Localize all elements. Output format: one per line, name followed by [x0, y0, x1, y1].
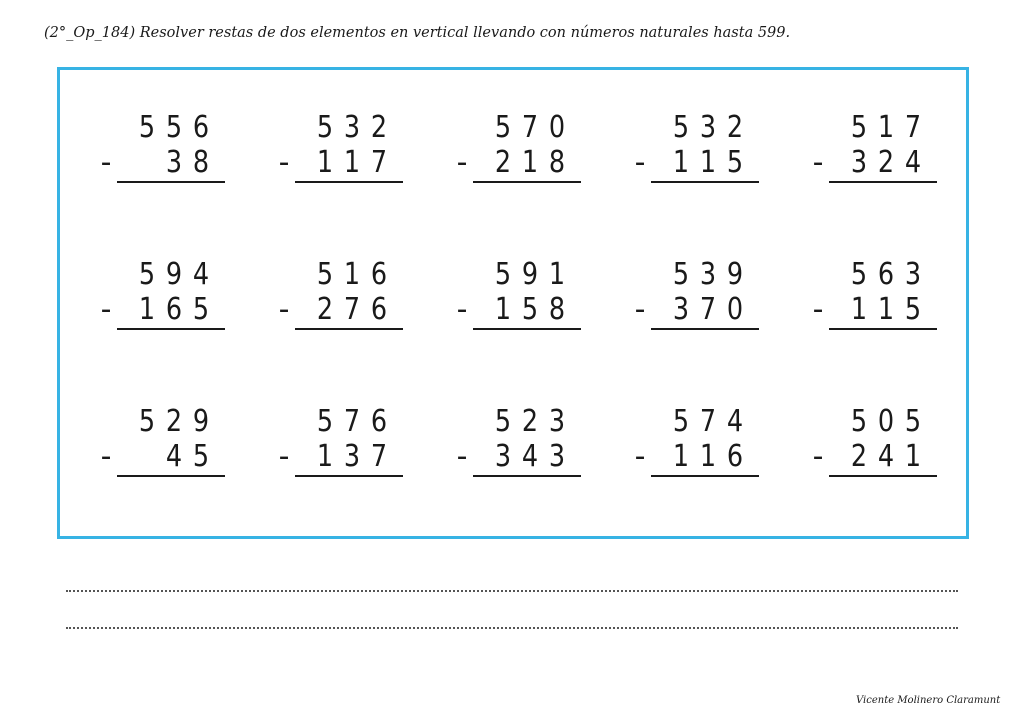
subtrahend-digit: 4: [165, 439, 183, 474]
minuend-digit: 9: [165, 257, 183, 292]
minuend-digit: 6: [370, 404, 388, 439]
subtrahend-digit: 3: [850, 145, 868, 180]
minuend-digit: 0: [877, 404, 895, 439]
minus-sign: -: [278, 145, 290, 180]
subtrahend-digit: 1: [521, 145, 539, 180]
minuend: [100, 402, 235, 442]
subtrahend-digit: 3: [165, 145, 183, 180]
subtrahend-digit: 1: [877, 292, 895, 327]
subtraction-exercise: [812, 402, 990, 549]
subtrahend-digit: 1: [699, 439, 717, 474]
minuend: [456, 255, 591, 295]
subtrahend-digit: 5: [192, 292, 210, 327]
minus-sign: -: [634, 145, 646, 180]
minuend: [456, 108, 591, 148]
subtrahend-digit: 2: [494, 145, 512, 180]
subtrahend-digit: 3: [494, 439, 512, 474]
minuend-digit: 5: [138, 404, 156, 439]
subtraction-exercise: [456, 402, 634, 549]
minuend-digit: 5: [904, 404, 922, 439]
subtrahend-digit: 2: [877, 145, 895, 180]
minuend: [634, 108, 769, 148]
minuend-digit: 5: [138, 257, 156, 292]
subtrahend-digit: 3: [343, 439, 361, 474]
subtrahend-digit: 4: [877, 439, 895, 474]
subtrahend-digit: 4: [521, 439, 539, 474]
subtraction-exercise: [812, 108, 990, 255]
subtraction-exercise: [100, 402, 278, 549]
subtrahend-digit: 7: [699, 292, 717, 327]
minuend: [634, 402, 769, 442]
subtrahend: [473, 143, 581, 183]
subtraction-exercise: [634, 255, 812, 402]
minuend-digit: 6: [877, 257, 895, 292]
minuend: [100, 255, 235, 295]
minuend-digit: 5: [316, 110, 334, 145]
minuend-digit: 3: [904, 257, 922, 292]
minus-sign: -: [456, 439, 468, 474]
subtrahend-digit: 1: [316, 439, 334, 474]
subtrahend: [295, 143, 403, 183]
subtrahend: [829, 437, 937, 477]
minuend: [278, 402, 413, 442]
subtrahend: [117, 437, 225, 477]
subtraction-exercise: [456, 255, 634, 402]
minus-sign: -: [278, 439, 290, 474]
subtrahend-digit: 1: [904, 439, 922, 474]
subtrahend: [473, 290, 581, 330]
minuend-digit: 3: [548, 404, 566, 439]
subtrahend-digit: 3: [548, 439, 566, 474]
minuend-digit: 1: [548, 257, 566, 292]
answer-line-1[interactable]: [66, 590, 958, 592]
minus-sign: -: [456, 145, 468, 180]
minuend-digit: 2: [521, 404, 539, 439]
subtrahend-digit: 5: [192, 439, 210, 474]
subtrahend-digit: 7: [370, 145, 388, 180]
minuend-digit: 9: [521, 257, 539, 292]
minuend-digit: 1: [877, 110, 895, 145]
subtrahend: [829, 290, 937, 330]
subtrahend-digit: 1: [138, 292, 156, 327]
subtrahend: [117, 143, 225, 183]
minuend-digit: 5: [672, 257, 690, 292]
minuend-digit: 5: [316, 257, 334, 292]
minus-sign: -: [100, 439, 112, 474]
subtrahend-digit: 8: [548, 145, 566, 180]
minuend-digit: 7: [521, 110, 539, 145]
subtrahend-digit: 1: [672, 439, 690, 474]
subtraction-exercise: [278, 402, 456, 549]
subtrahend: [651, 437, 759, 477]
subtrahend-digit: 6: [370, 292, 388, 327]
subtrahend-digit: 1: [672, 145, 690, 180]
author-credit: Vicente Molinero Claramunt: [856, 695, 1001, 706]
minuend-digit: 3: [699, 257, 717, 292]
subtrahend-digit: 0: [726, 292, 744, 327]
minuend-digit: 5: [494, 257, 512, 292]
subtrahend-digit: 8: [192, 145, 210, 180]
minus-sign: -: [812, 292, 824, 327]
minuend-digit: 6: [192, 110, 210, 145]
worksheet-title: (2°_Op_184) Resolver restas de dos elementos en vertical llevando con números naturales hasta 599.: [44, 25, 791, 41]
minuend-digit: 5: [850, 257, 868, 292]
minuend-digit: 5: [494, 110, 512, 145]
minuend-digit: 5: [672, 110, 690, 145]
answer-line-2[interactable]: [66, 627, 958, 629]
subtrahend: [295, 437, 403, 477]
subtrahend-digit: 7: [343, 292, 361, 327]
minuend-digit: 7: [343, 404, 361, 439]
minuend: [812, 108, 947, 148]
subtrahend: [651, 143, 759, 183]
minus-sign: -: [456, 292, 468, 327]
subtrahend: [295, 290, 403, 330]
subtrahend-digit: 2: [316, 292, 334, 327]
minuend-digit: 9: [726, 257, 744, 292]
minuend-digit: 7: [699, 404, 717, 439]
minus-sign: -: [634, 292, 646, 327]
minuend-digit: 0: [548, 110, 566, 145]
subtraction-exercise: [278, 108, 456, 255]
subtraction-exercise: [278, 255, 456, 402]
exercise-grid: [100, 108, 990, 549]
subtrahend-digit: 8: [548, 292, 566, 327]
minuend-digit: 5: [672, 404, 690, 439]
minus-sign: -: [278, 292, 290, 327]
subtrahend-digit: 5: [521, 292, 539, 327]
subtrahend-digit: 6: [726, 439, 744, 474]
subtrahend-digit: 2: [850, 439, 868, 474]
minuend-digit: 2: [165, 404, 183, 439]
minus-sign: -: [100, 292, 112, 327]
minus-sign: -: [812, 439, 824, 474]
minuend: [278, 255, 413, 295]
minuend-digit: 5: [165, 110, 183, 145]
minuend: [812, 255, 947, 295]
subtrahend-digit: 1: [316, 145, 334, 180]
subtrahend-digit: 5: [904, 292, 922, 327]
subtrahend-digit: 1: [494, 292, 512, 327]
subtrahend-digit: 6: [165, 292, 183, 327]
minuend-digit: 4: [192, 257, 210, 292]
minuend-digit: 5: [850, 404, 868, 439]
exercise-frame: [57, 67, 969, 539]
minuend-digit: 9: [192, 404, 210, 439]
subtraction-exercise: [456, 108, 634, 255]
subtrahend-digit: 7: [370, 439, 388, 474]
subtrahend: [829, 143, 937, 183]
subtraction-exercise: [634, 402, 812, 549]
subtrahend-digit: 1: [850, 292, 868, 327]
minuend: [456, 402, 591, 442]
minuend-digit: 5: [494, 404, 512, 439]
minuend: [100, 108, 235, 148]
subtrahend: [117, 290, 225, 330]
minus-sign: -: [812, 145, 824, 180]
minus-sign: -: [100, 145, 112, 180]
subtraction-exercise: [100, 255, 278, 402]
subtrahend-digit: 3: [672, 292, 690, 327]
subtrahend-digit: 4: [904, 145, 922, 180]
minuend-digit: 1: [343, 257, 361, 292]
minuend-digit: 2: [370, 110, 388, 145]
subtrahend-digit: 1: [699, 145, 717, 180]
minuend-digit: 5: [138, 110, 156, 145]
minuend-digit: 2: [726, 110, 744, 145]
subtraction-exercise: [812, 255, 990, 402]
subtrahend-digit: 1: [343, 145, 361, 180]
subtrahend: [651, 290, 759, 330]
minuend: [812, 402, 947, 442]
minuend-digit: 4: [726, 404, 744, 439]
subtraction-exercise: [100, 108, 278, 255]
minuend: [634, 255, 769, 295]
minuend-digit: 3: [699, 110, 717, 145]
subtraction-exercise: [634, 108, 812, 255]
subtrahend: [473, 437, 581, 477]
minuend-digit: 3: [343, 110, 361, 145]
minuend-digit: 6: [370, 257, 388, 292]
minuend: [278, 108, 413, 148]
subtrahend-digit: 5: [726, 145, 744, 180]
minus-sign: -: [634, 439, 646, 474]
minuend-digit: 7: [904, 110, 922, 145]
minuend-digit: 5: [850, 110, 868, 145]
minuend-digit: 5: [316, 404, 334, 439]
